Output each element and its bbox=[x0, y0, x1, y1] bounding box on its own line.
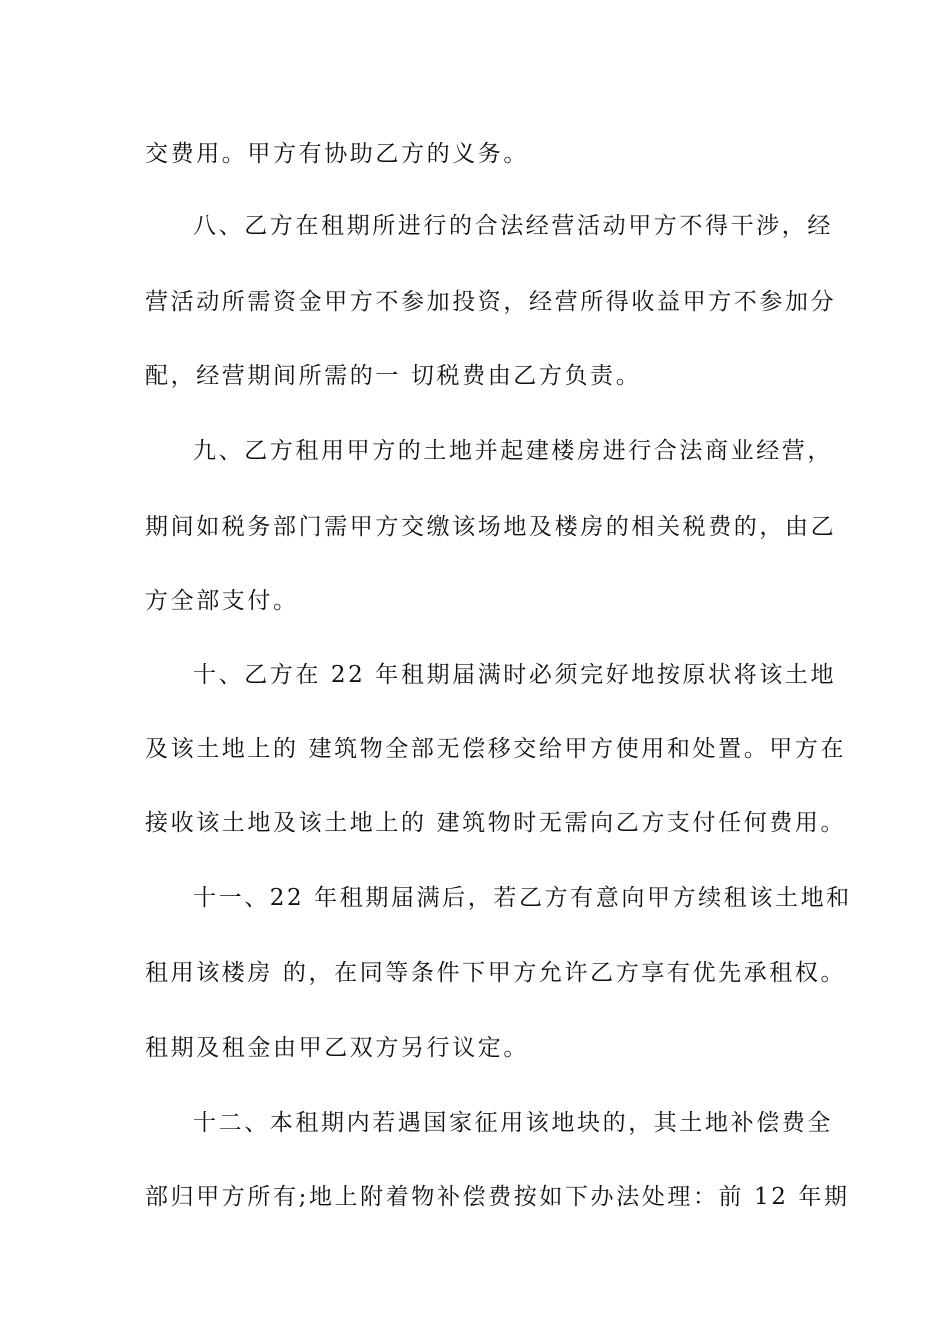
text-line: 租用该楼房 的，在同等条件下甲方允许乙方享有优先承租权。 bbox=[145, 960, 847, 986]
text-line: 接收该土地及该土地上的 建筑物时无需向乙方支付任何费用。 bbox=[145, 810, 847, 836]
text-line: 八、乙方在租期所进行的合法经营活动甲方不得干涉，经 bbox=[193, 213, 833, 239]
text-line: 及该土地上的 建筑物全部无偿移交给甲方使用和处置。甲方在 bbox=[145, 736, 847, 762]
text-line: 方全部支付。 bbox=[145, 588, 299, 614]
text-line: 十二、本租期内若遇国家征用该地块的，其土地补偿费全 bbox=[193, 1110, 833, 1136]
text-line: 营活动所需资金甲方不参加投资，经营所得收益甲方不参加分 bbox=[145, 289, 837, 315]
text-line: 九、乙方租用甲方的土地并起建楼房进行合法商业经营， bbox=[193, 438, 833, 464]
text-line: 租期及租金由甲乙双方另行议定。 bbox=[145, 1035, 529, 1061]
text-line: 配，经营期间所需的一 切税费由乙方负责。 bbox=[145, 363, 642, 389]
text-line: 十一、22 年租期届满后，若乙方有意向甲方续租该土地和 bbox=[193, 885, 852, 911]
text-line: 交费用。甲方有协助乙方的义务。 bbox=[145, 141, 529, 167]
text-line: 十、乙方在 22 年租期届满时必须完好地按原状将该土地 bbox=[193, 662, 837, 688]
text-line: 期间如税务部门需甲方交缴该场地及楼房的相关税费的，由乙 bbox=[145, 514, 837, 540]
text-line: 部归甲方所有;地上附着物补偿费按如下办法处理：前 12 年期 bbox=[145, 1184, 850, 1210]
